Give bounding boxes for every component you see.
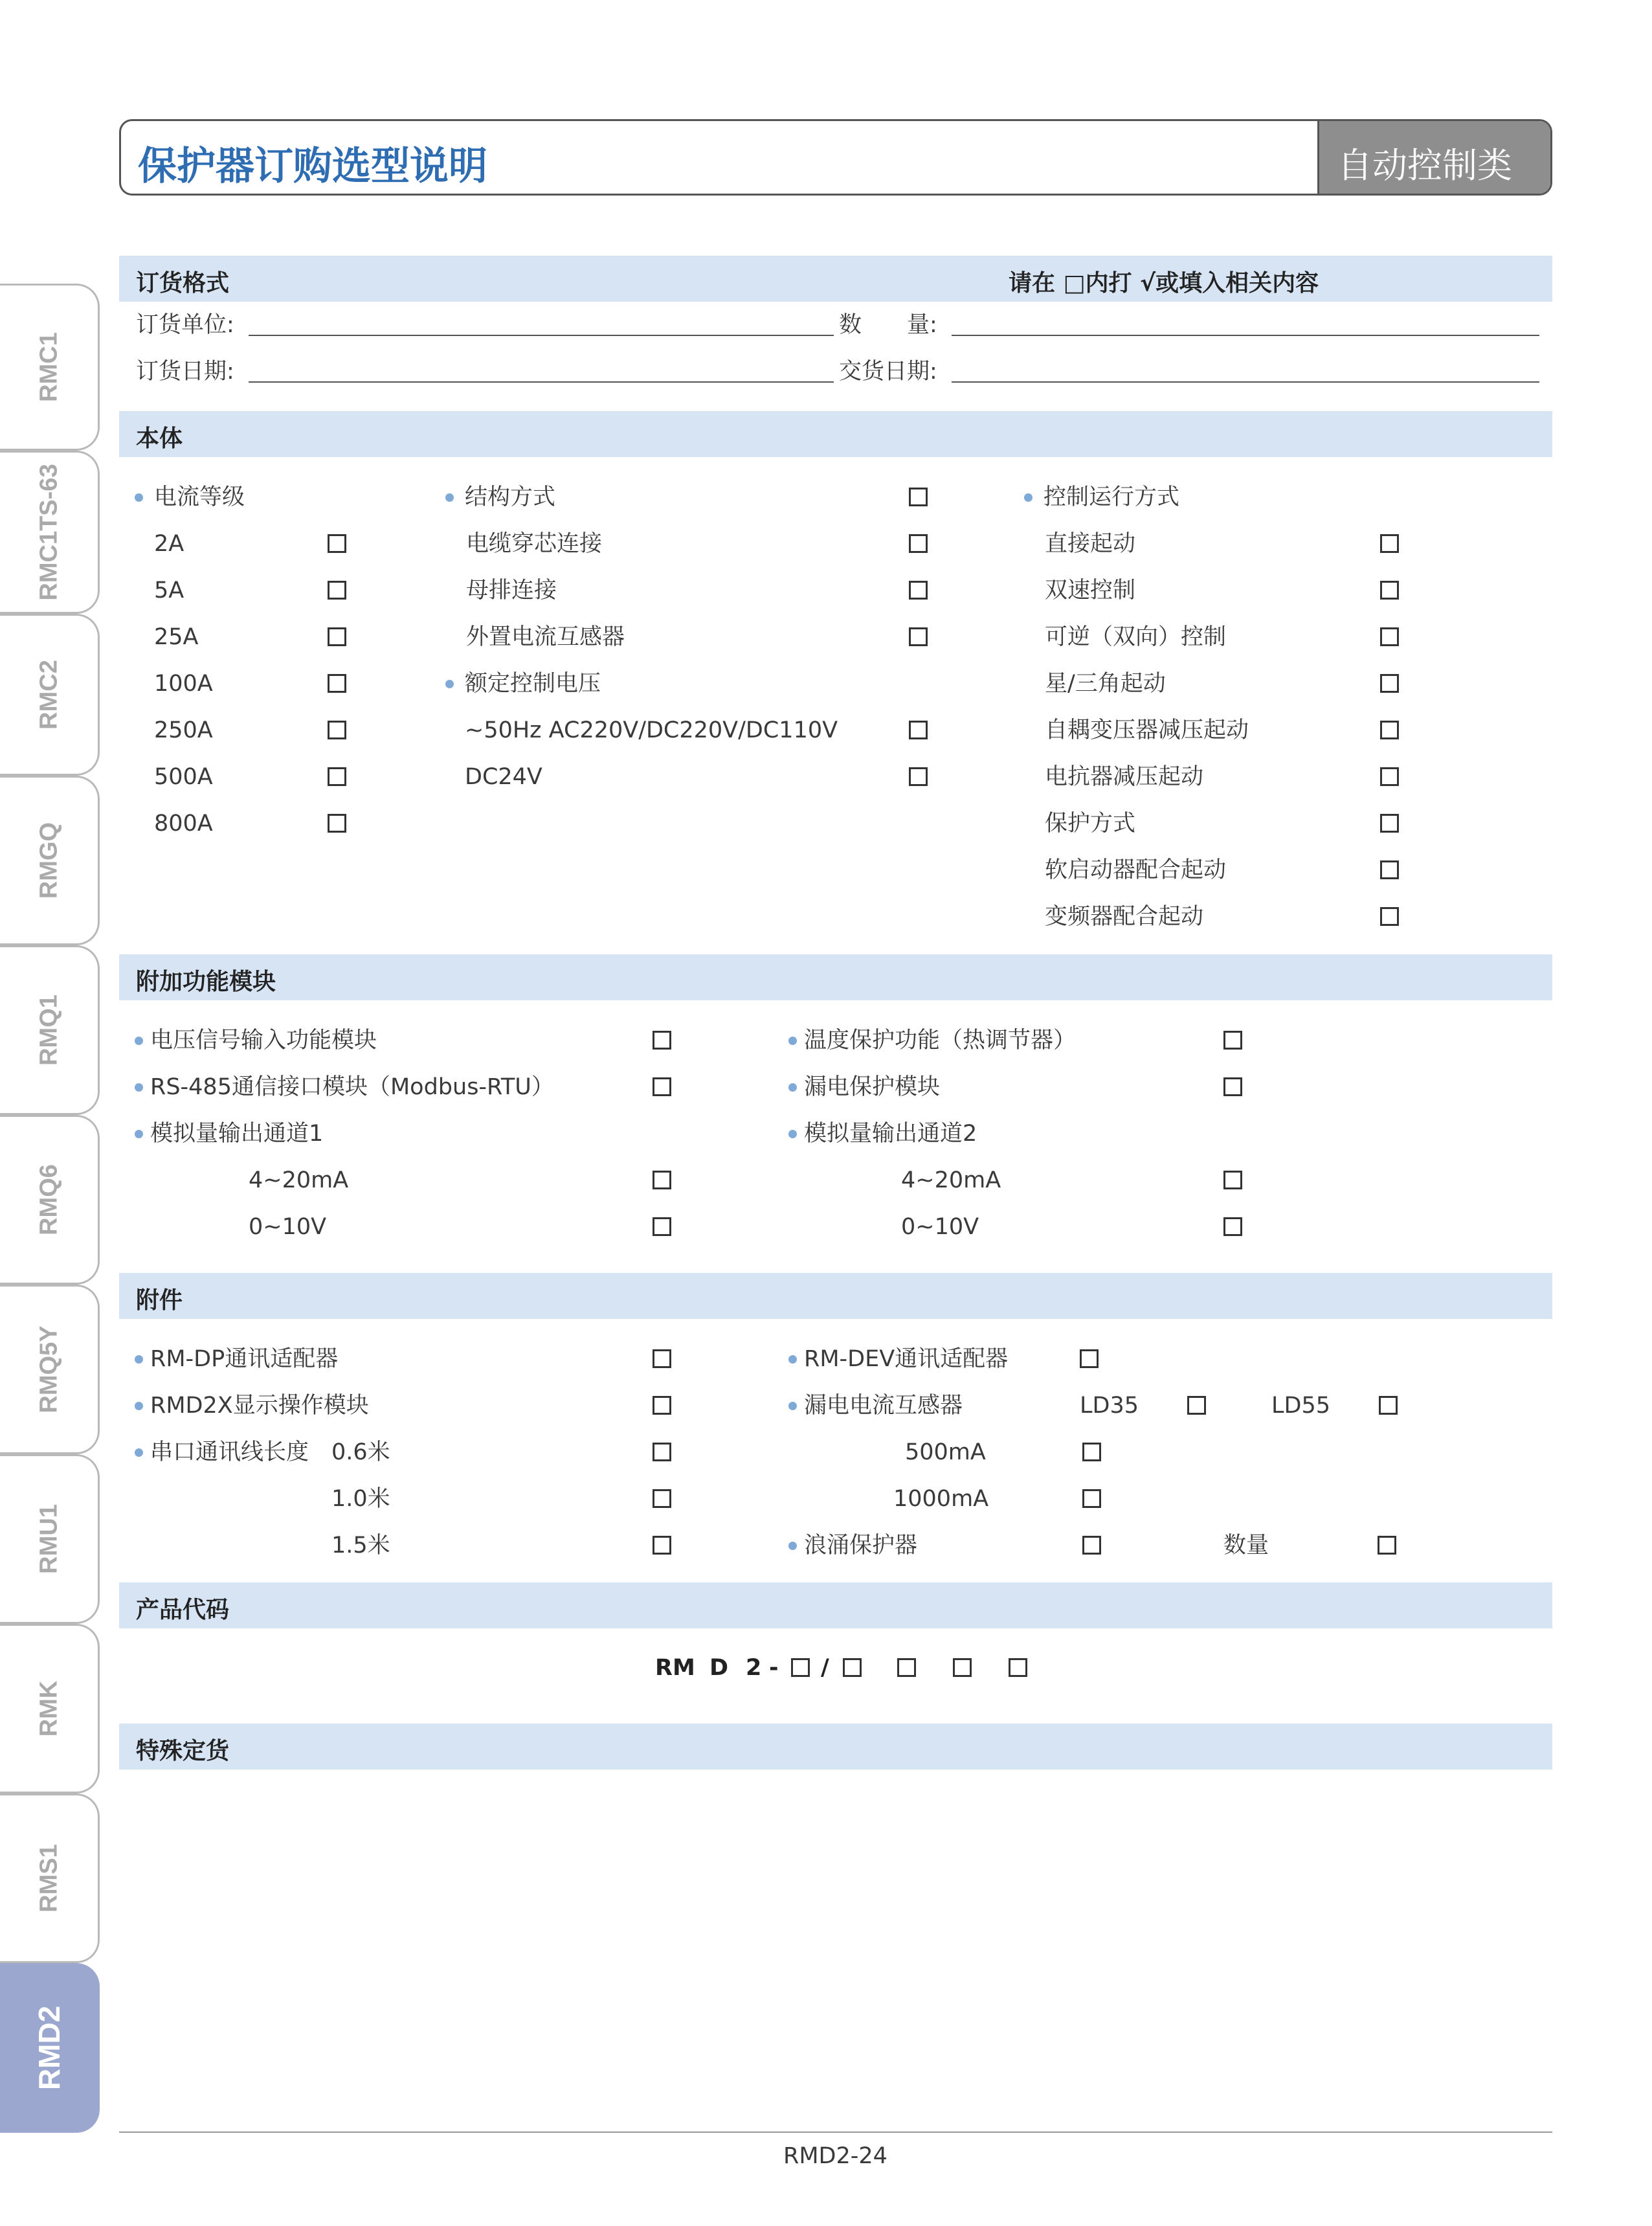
checkbox-500a[interactable] (328, 767, 346, 786)
code-box-3[interactable] (897, 1658, 916, 1677)
side-tab-rms1[interactable]: RMS1 (0, 1793, 100, 1963)
bullet-icon (135, 1083, 143, 1092)
control-star-delta: 星/三角起动 (1045, 671, 1166, 697)
checkbox-100a[interactable] (328, 674, 346, 693)
bullet-icon (788, 1037, 797, 1045)
checkbox-analog2-4-20ma[interactable] (1223, 1171, 1242, 1189)
accessories-band (119, 1273, 1552, 1319)
control-reactor: 电抗器减压起动 (1045, 764, 1204, 790)
order-format-title: 订货格式 (136, 270, 230, 297)
side-tab-rmq5y[interactable]: RMQ5Y (0, 1285, 100, 1454)
leak-1000ma: 1000mA (893, 1486, 989, 1512)
bullet-icon (788, 1402, 797, 1410)
checkbox-structure-cable[interactable] (909, 534, 928, 553)
control-heading: 控制运行方式 (1044, 484, 1180, 510)
side-tab-rmc2[interactable]: RMC2 (0, 614, 100, 776)
quantity-label: 数 量: (839, 312, 937, 338)
footer-rule (119, 2131, 1552, 2133)
bullet-icon (135, 1037, 143, 1045)
checkbox-voltage-dc24[interactable] (909, 767, 928, 786)
voltage-ac220: ~50Hz AC220V/DC220V/DC110V (465, 717, 838, 743)
checkbox-control-inverter[interactable] (1380, 907, 1399, 926)
current-5a: 5A (154, 578, 184, 603)
acc-leak-ct: 漏电电流互感器 (804, 1393, 963, 1419)
control-soft-starter: 软启动器配合起动 (1045, 857, 1227, 883)
category-label: 自动控制类 (1337, 145, 1512, 186)
bullet-icon (1024, 493, 1032, 502)
checkbox-addon-rs485[interactable] (653, 1077, 671, 1096)
current-500a: 500A (154, 764, 213, 790)
checkbox-addon-temp[interactable] (1223, 1031, 1242, 1050)
checkbox-structure-external-ct[interactable] (909, 627, 928, 646)
cable-len-0-6: 0.6米 (331, 1439, 390, 1465)
checkbox-25a[interactable] (328, 627, 346, 646)
checkbox-surge-quantity[interactable] (1378, 1536, 1396, 1555)
leak-ct-ld55: LD55 (1271, 1393, 1330, 1419)
checkbox-control-soft-starter[interactable] (1380, 860, 1399, 879)
analog2-4-20ma: 4~20mA (901, 1167, 1001, 1193)
checkbox-addon-leak[interactable] (1223, 1077, 1242, 1096)
code-d: D (709, 1655, 729, 1681)
checkbox-ld55[interactable] (1379, 1396, 1398, 1415)
surge-quantity-label: 数量 (1223, 1533, 1269, 1558)
side-tab-rmc1ts-63[interactable]: RMC1TS-63 (0, 451, 100, 614)
code-box-4[interactable] (953, 1658, 972, 1677)
bullet-icon (135, 1130, 143, 1138)
checkbox-800a[interactable] (328, 814, 346, 833)
control-direct: 直接起动 (1045, 531, 1136, 557)
bullet-icon (135, 1402, 143, 1410)
acc-display-module: RMD2X显示操作模块 (150, 1393, 369, 1419)
checkbox-control-star-delta[interactable] (1380, 674, 1399, 693)
bullet-icon (445, 493, 454, 502)
quantity-field[interactable] (952, 335, 1539, 336)
delivery-date-label: 交货日期: (839, 359, 937, 385)
code-dash: - (769, 1655, 779, 1681)
addon-voltage-input: 电压信号输入功能模块 (150, 1028, 377, 1053)
control-reversible: 可逆（双向）控制 (1045, 624, 1227, 650)
control-autotransformer: 自耦变压器减压起动 (1045, 717, 1249, 743)
current-250a: 250A (154, 717, 213, 743)
checkbox-acc-surge[interactable] (1082, 1536, 1101, 1555)
product-code-title: 产品代码 (136, 1597, 230, 1623)
side-tab-rmd2[interactable]: RMD2 (0, 1963, 100, 2133)
structure-heading: 结构方式 (465, 484, 556, 510)
code-slash: / (821, 1655, 829, 1681)
side-tab-rmq1[interactable]: RMQ1 (0, 945, 100, 1115)
checkbox-analog1-4-20ma[interactable] (653, 1171, 671, 1189)
addon-rs485: RS-485通信接口模块（Modbus-RTU） (150, 1074, 554, 1100)
checkbox-ld35[interactable] (1187, 1396, 1206, 1415)
acc-cable-length: 串口通讯线长度 (150, 1439, 309, 1465)
bullet-icon (788, 1542, 797, 1550)
accessories-title: 附件 (136, 1287, 183, 1314)
bullet-icon (135, 1355, 143, 1364)
addon-leak: 漏电保护模块 (804, 1074, 941, 1100)
delivery-date-field[interactable] (952, 381, 1539, 383)
page-number: RMD2-24 (783, 2143, 887, 2169)
bullet-icon (135, 493, 143, 502)
structure-cable: 电缆穿芯连接 (466, 531, 603, 557)
current-800a: 800A (154, 811, 213, 837)
side-tab-rmq6[interactable]: RMQ6 (0, 1115, 100, 1285)
checkbox-addon-voltage-input[interactable] (653, 1031, 671, 1050)
special-order-title: 特殊定货 (136, 1738, 230, 1764)
order-unit-field[interactable] (249, 335, 834, 336)
special-order-band (119, 1724, 1552, 1770)
page-title: 保护器订购选型说明 (138, 144, 487, 189)
analog1-4-20ma: 4~20mA (249, 1167, 349, 1193)
leak-ct-ld35: LD35 (1080, 1393, 1139, 1419)
checkbox-acc-dev-adapter[interactable] (1080, 1349, 1099, 1368)
bullet-icon (788, 1083, 797, 1092)
checkbox-250a[interactable] (328, 721, 346, 739)
current-100a: 100A (154, 671, 213, 697)
analog1-0-10v: 0~10V (249, 1214, 327, 1240)
checkbox-control-reactor[interactable] (1380, 767, 1399, 786)
checkbox-cable-1-0[interactable] (653, 1489, 671, 1508)
side-tab-rmc1[interactable]: RMC1 (0, 284, 100, 451)
checkbox-acc-dp-adapter[interactable] (653, 1349, 671, 1368)
checkbox-control-protection[interactable] (1380, 814, 1399, 833)
header-bar (119, 119, 1552, 196)
cable-len-1-0: 1.0米 (331, 1486, 390, 1512)
order-instruction: 请在 □内打 √或填入相关内容 (1009, 270, 1319, 297)
category-box (1317, 121, 1550, 196)
body-band (119, 411, 1552, 457)
checkbox-control-two-speed[interactable] (1380, 581, 1399, 600)
code-box-5[interactable] (1009, 1658, 1027, 1677)
side-tab-rmk[interactable]: RMK (0, 1624, 100, 1793)
order-unit-label: 订货单位: (136, 312, 234, 338)
checkbox-acc-display-module[interactable] (653, 1396, 671, 1415)
checkbox-cable-1-5[interactable] (653, 1536, 671, 1555)
code-box-1[interactable] (791, 1658, 810, 1677)
product-code-band (119, 1582, 1552, 1628)
checkbox-structure-busbar[interactable] (909, 581, 928, 600)
checkbox-analog1-0-10v[interactable] (653, 1217, 671, 1236)
side-tab-rmu1[interactable]: RMU1 (0, 1454, 100, 1624)
leak-500ma: 500mA (905, 1439, 986, 1465)
bullet-icon (788, 1130, 797, 1138)
voltage-dc24: DC24V (465, 764, 542, 790)
cable-len-1-5: 1.5米 (331, 1533, 390, 1558)
addon-temp: 温度保护功能（热调节器） (804, 1028, 1077, 1053)
voltage-heading: 额定控制电压 (465, 671, 601, 697)
addon-analog1: 模拟量输出通道1 (150, 1121, 324, 1147)
addon-analog2: 模拟量输出通道2 (804, 1121, 977, 1147)
current-level-heading: 电流等级 (154, 484, 245, 510)
order-date-label: 订货日期: (136, 359, 234, 385)
checkbox-structure[interactable] (909, 488, 928, 506)
checkbox-cable-0-6[interactable] (653, 1443, 671, 1461)
order-date-field[interactable] (249, 381, 834, 383)
checkbox-control-reversible[interactable] (1380, 627, 1399, 646)
acc-dev-adapter: RM-DEV通讯适配器 (804, 1346, 1009, 1372)
checkbox-2a[interactable] (328, 534, 346, 553)
checkbox-leak-500ma[interactable] (1082, 1443, 1101, 1461)
checkbox-leak-1000ma[interactable] (1082, 1489, 1101, 1508)
analog2-0-10v: 0~10V (901, 1214, 979, 1240)
bullet-icon (788, 1355, 797, 1364)
code-2: 2 (746, 1655, 762, 1681)
addon-title: 附加功能模块 (136, 969, 276, 995)
acc-dp-adapter: RM-DP通讯适配器 (150, 1346, 339, 1372)
code-box-2[interactable] (843, 1658, 862, 1677)
structure-external-ct: 外置电流互感器 (466, 624, 625, 650)
control-inverter: 变频器配合起动 (1045, 904, 1204, 930)
order-format-band (119, 256, 1552, 302)
checkbox-voltage-ac220[interactable] (909, 721, 928, 739)
code-rm: RM (655, 1655, 695, 1681)
side-tab-rmgq[interactable]: RMGQ (0, 776, 100, 945)
control-two-speed: 双速控制 (1045, 578, 1136, 603)
current-2a: 2A (154, 531, 184, 557)
body-title: 本体 (136, 425, 183, 452)
structure-busbar: 母排连接 (466, 578, 557, 603)
bullet-icon (135, 1448, 143, 1457)
checkbox-control-autotransformer[interactable] (1380, 721, 1399, 739)
addon-band (119, 954, 1552, 1000)
current-25a: 25A (154, 624, 199, 650)
checkbox-5a[interactable] (328, 581, 346, 600)
checkbox-analog2-0-10v[interactable] (1223, 1217, 1242, 1236)
checkbox-control-direct[interactable] (1380, 534, 1399, 553)
bullet-icon (445, 680, 454, 688)
control-protection: 保护方式 (1045, 811, 1136, 837)
acc-surge: 浪涌保护器 (804, 1533, 918, 1558)
